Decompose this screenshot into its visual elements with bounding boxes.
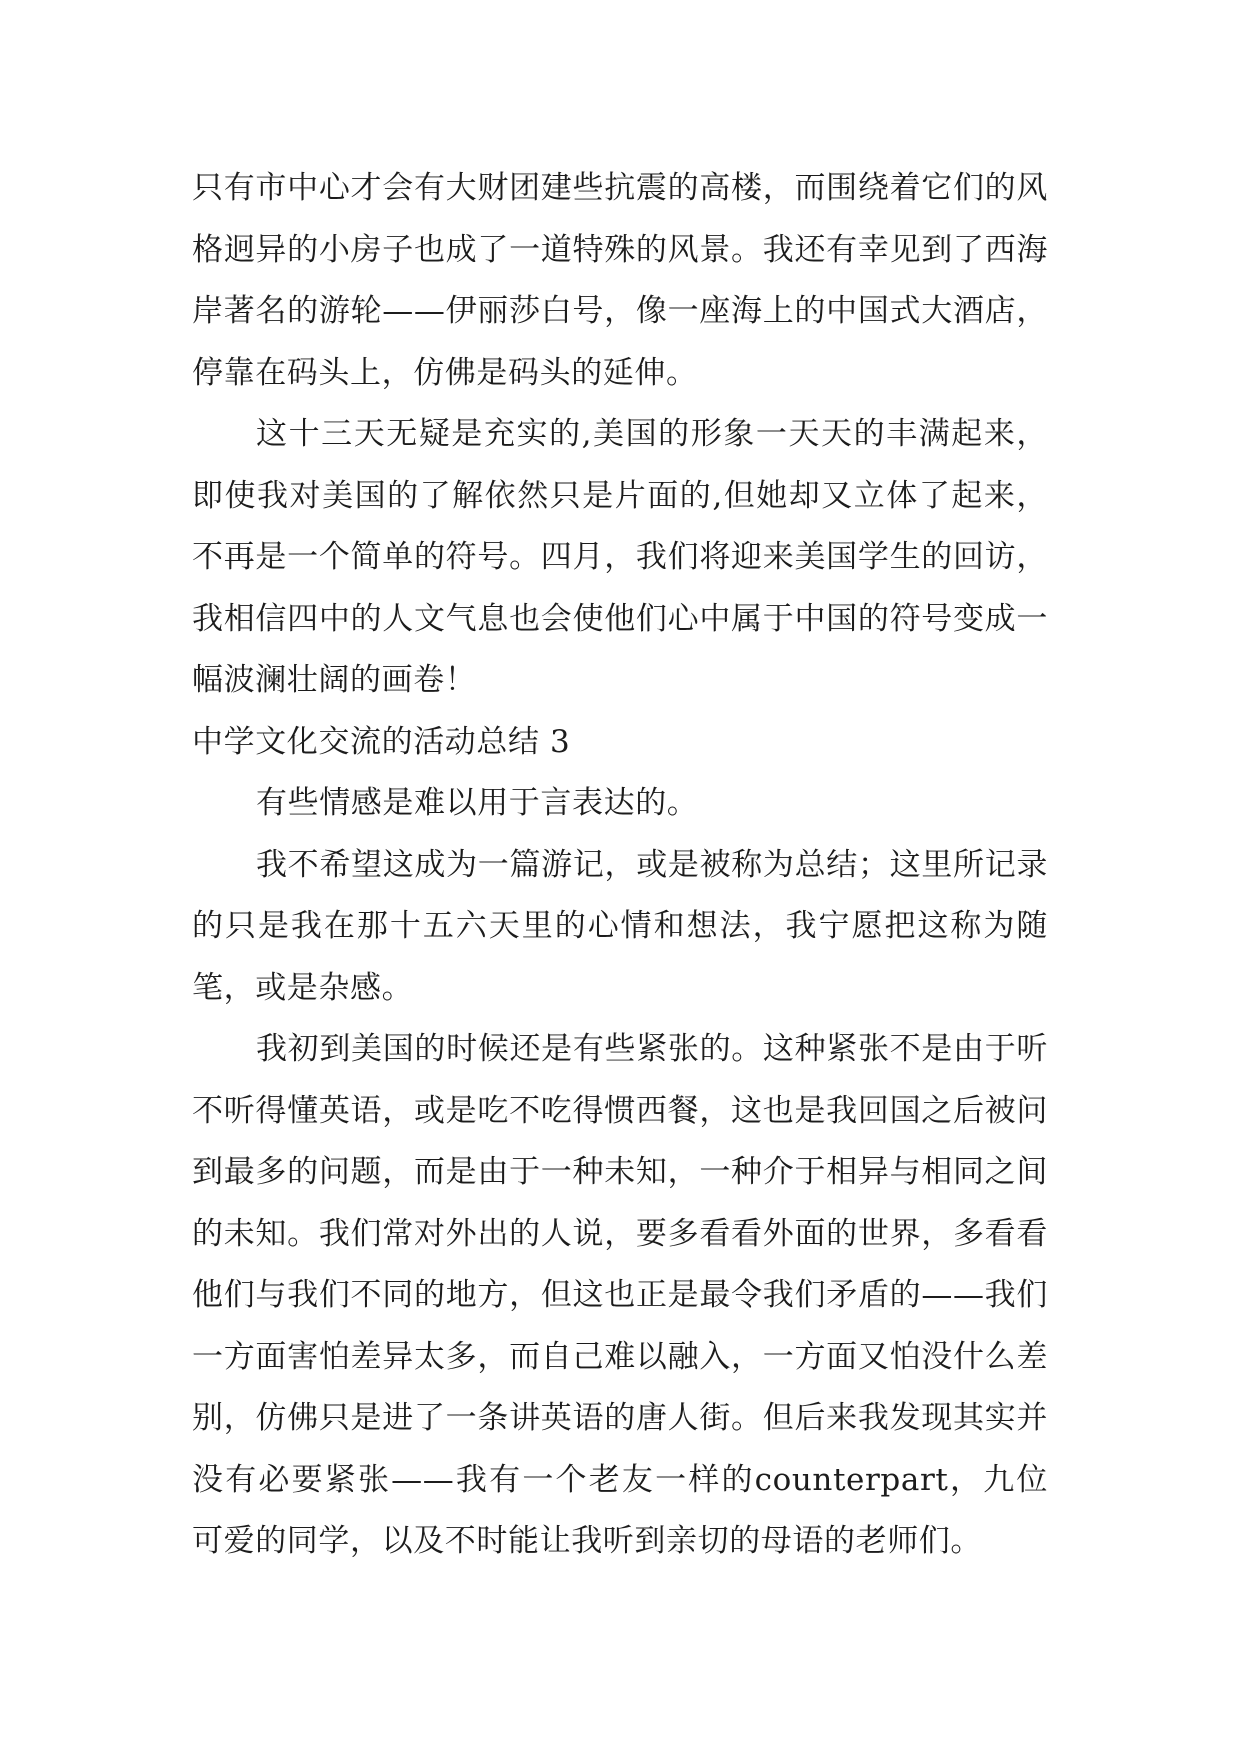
document-body bbox=[192, 158, 1048, 1573]
paragraph-emotions: 有些情感是难以用于言表达的。 bbox=[256, 785, 699, 821]
paragraph-continued: 只有市中心才会有大财团建些抗震的高楼，而围绕着它们的风格迥异的小房子也成了一道特殊的风景。我还有幸见到了西海岸著名的游轮——伊丽莎白号，像一座海上的中国式大酒店，停靠在码头上，仿佛是码头的延伸。 bbox=[192, 170, 1048, 391]
paragraph-summary-reflection: 这十三天无疑是充实的,美国的形象一天天的丰满起来，即使我对美国的了解依然只是片面的,但她却又立体了起来，不再是一个简单的符号。四月，我们将迎来美国学生的回访，我相信四中的人文气息也会使他们心中属于中国的符号变成一幅波澜壮阔的画卷！ bbox=[192, 416, 1048, 698]
paragraph-arrival-nervousness: 我初到美国的时候还是有些紧张的。这种紧张不是由于听不听得懂英语，或是吃不吃得惯西餐，这也是我回国之后被问到最多的问题，而是由于一种未知，一种介于相异与相同之间的未知。我们常对外出的人说，要多看看外面的世界，多看看他们与我们不同的地方，但这也正是最令我们矛盾的——我们一方面害怕差异太多，而自己难以融入，一方面又怕没什么差别，仿佛只是进了一条讲英语的唐人街。但后来我发现其实并没有必要紧张——我有一个老友一样的counterpart，九位可爱的同学，以及不时能让我听到亲切的母语的老师们。 bbox=[192, 1031, 1048, 1559]
paragraph-not-travelogue: 我不希望这成为一篇游记，或是被称为总结；这里所记录的只是我在那十五六天里的心情和想法，我宁愿把这称为随笔，或是杂感。 bbox=[192, 846, 1048, 1006]
section-heading: 中学文化交流的活动总结 3 bbox=[192, 723, 571, 760]
